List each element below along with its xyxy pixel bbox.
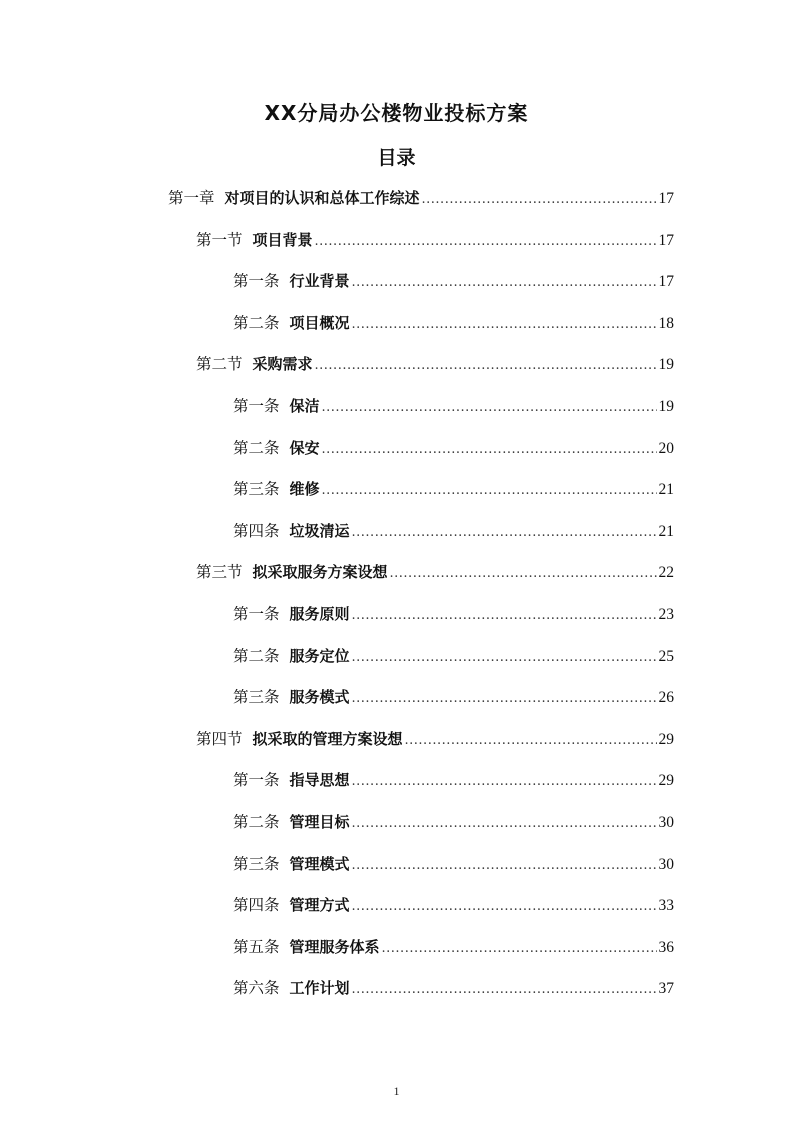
toc-entry-title: 服务定位: [289, 646, 350, 665]
toc-entry-prefix: 第三条: [233, 688, 280, 707]
toc-entry[interactable]: [233, 972, 674, 1004]
toc-entry-page-number: 29: [658, 730, 674, 748]
toc-dot-leader: [382, 933, 657, 965]
toc-dot-leader: [315, 350, 657, 382]
toc-entry-prefix: 第二节: [196, 355, 243, 374]
toc-entry-title: 拟采取的管理方案设想: [252, 729, 403, 748]
toc-entry[interactable]: [233, 640, 674, 672]
toc-entry[interactable]: [233, 307, 674, 339]
toc-entry-page-number: 19: [658, 398, 674, 415]
toc-entry-title: 指导思想: [289, 771, 350, 790]
toc-dot-leader: [390, 558, 657, 590]
toc-entry-prefix: 第一条: [233, 771, 280, 790]
toc-entry-prefix: 第二条: [233, 813, 280, 831]
toc-entry-prefix: 第三节: [196, 563, 243, 582]
toc-entry-page-number: 25: [658, 647, 674, 665]
toc-entry[interactable]: [233, 432, 674, 464]
toc-entry-prefix: 第三条: [233, 480, 280, 499]
toc-entry-prefix: 第二条: [233, 646, 280, 665]
toc-entry-page-number: 26: [658, 689, 674, 707]
page-number: 1: [393, 1084, 400, 1098]
toc-entry-prefix: 第三条: [233, 854, 280, 873]
toc-entry[interactable]: [196, 224, 674, 256]
toc-entry[interactable]: [233, 681, 674, 713]
toc-dot-leader: [315, 226, 657, 258]
toc-entry-title: 管理目标: [289, 813, 350, 831]
toc-entry-title: 管理方式: [289, 896, 350, 915]
toc-entry-prefix: 第五条: [233, 937, 280, 956]
toc-entry-prefix: 第六条: [233, 979, 280, 998]
toc-entry-prefix: 第二条: [233, 438, 280, 457]
toc-entry-page-number: 30: [658, 855, 674, 873]
toc-dot-leader: [352, 808, 657, 840]
toc-entry[interactable]: [168, 182, 674, 214]
toc-entry-title: 服务原则: [289, 605, 350, 623]
toc-entry[interactable]: [233, 473, 674, 505]
toc-entry-page-number: 30: [658, 814, 674, 831]
toc-entry-title: 管理模式: [289, 854, 350, 873]
toc-entry[interactable]: [233, 889, 674, 921]
toc-entry-page-number: 17: [658, 231, 674, 249]
toc-entry-page-number: 20: [658, 439, 674, 457]
toc-entry-page-number: 36: [658, 938, 674, 956]
toc-entry-title: 对项目的认识和总体工作综述: [224, 189, 420, 207]
toc-entry-title: 保安: [289, 438, 320, 457]
toc-entry[interactable]: [233, 265, 674, 297]
toc-dot-leader: [352, 766, 657, 798]
toc-entry[interactable]: [233, 848, 674, 880]
toc-dot-leader: [352, 850, 657, 882]
toc-dot-leader: [352, 309, 657, 341]
toc-dot-leader: [352, 267, 657, 299]
toc-entry[interactable]: [196, 348, 674, 380]
toc-entry-title: 工作计划: [289, 979, 350, 998]
toc-entry[interactable]: [196, 723, 674, 755]
toc-entry-page-number: 22: [658, 564, 674, 582]
toc-entry-page-number: 18: [658, 314, 674, 332]
toc-dot-leader: [352, 683, 657, 715]
toc-entry-prefix: 第四条: [233, 521, 280, 540]
toc-entry-prefix: 第四节: [196, 729, 243, 748]
toc-dot-leader: [322, 434, 657, 466]
toc-dot-leader: [352, 642, 657, 674]
toc-dot-leader: [352, 600, 657, 632]
toc-entry-title: 管理服务体系: [289, 937, 380, 956]
toc-entry-prefix: 第一条: [233, 397, 280, 415]
toc-entry-page-number: 21: [658, 522, 674, 540]
toc-entry[interactable]: [233, 806, 674, 838]
toc-entry-page-number: 23: [658, 606, 674, 623]
toc-entry-page-number: 17: [658, 190, 674, 207]
toc-heading: 目录: [377, 147, 416, 169]
toc-entry[interactable]: [233, 390, 674, 422]
toc-entry-prefix: 第一节: [196, 230, 243, 249]
toc-entry-page-number: 17: [658, 273, 674, 291]
toc-entry-prefix: 第一章: [168, 189, 215, 207]
toc-entry[interactable]: [233, 515, 674, 547]
toc-dot-leader: [405, 725, 657, 757]
toc-entry-page-number: 37: [658, 980, 674, 998]
toc-entry-prefix: 第二条: [233, 313, 280, 332]
toc-entry-title: 项目背景: [252, 230, 313, 249]
toc-dot-leader: [352, 517, 657, 549]
toc-entry-title: 行业背景: [289, 272, 350, 291]
toc-entry-title: 拟采取服务方案设想: [252, 563, 388, 582]
toc-entry-title: 保洁: [289, 397, 320, 415]
toc-entry-page-number: 19: [658, 356, 674, 374]
toc-dot-leader: [352, 974, 657, 1006]
toc-entry[interactable]: [196, 556, 674, 588]
toc-entry-page-number: 33: [658, 897, 674, 915]
toc-entry[interactable]: [233, 598, 674, 630]
toc-entry-title: 维修: [289, 480, 320, 499]
toc-entry-title: 采购需求: [252, 355, 313, 374]
toc-entry-title: 项目概况: [289, 313, 350, 332]
toc-dot-leader: [422, 184, 657, 216]
toc-entry[interactable]: [233, 931, 674, 963]
document-title: XX分局办公楼物业投标方案: [264, 101, 529, 125]
toc-entry-prefix: 第一条: [233, 272, 280, 291]
toc-entry-page-number: 21: [658, 481, 674, 499]
toc-entry-page-number: 29: [658, 772, 674, 790]
toc-dot-leader: [352, 891, 657, 923]
toc-entry-title: 垃圾清运: [289, 521, 350, 540]
toc-entry-prefix: 第一条: [233, 605, 280, 623]
toc-dot-leader: [322, 392, 657, 424]
toc-entry[interactable]: [233, 764, 674, 796]
toc-entry-title: 服务模式: [289, 688, 350, 707]
toc-entry-prefix: 第四条: [233, 896, 280, 915]
toc-dot-leader: [322, 475, 657, 507]
